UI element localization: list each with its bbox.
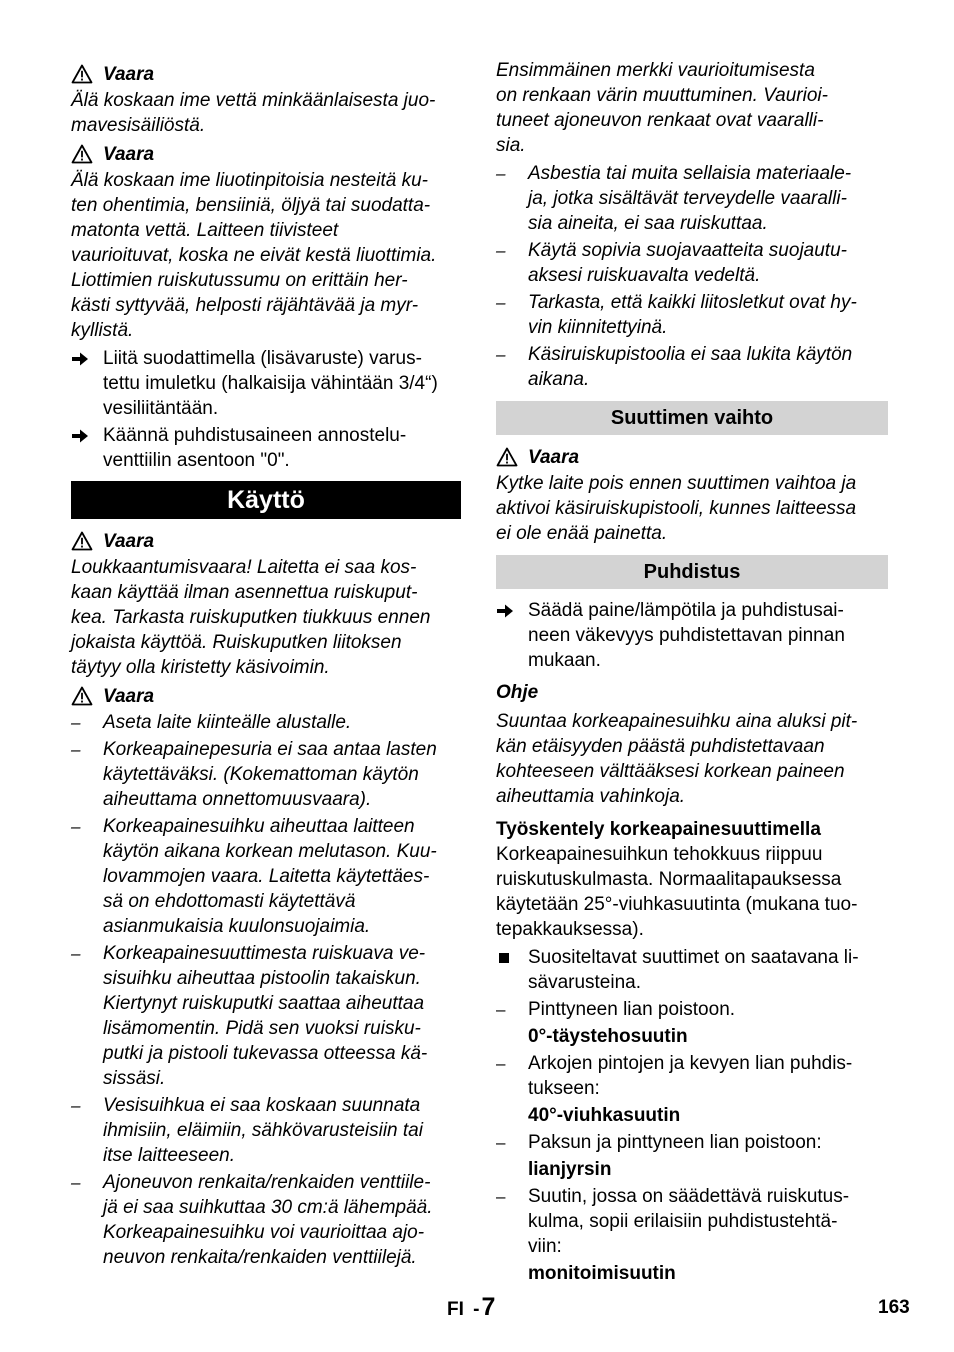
- text-line: kohteeseen välttääksesi korkean paineen: [496, 761, 845, 782]
- list-item: – Asbestia tai muita sellaisia materiaale- ja, jotka sisältävät terveydelle vaaralli- sia aineita, ei saa ruiskuttaa.: [496, 161, 888, 236]
- step-item: [71, 423, 461, 473]
- text-line: tukseen:: [528, 1078, 600, 1099]
- footer-chapter: [447, 1295, 495, 1322]
- text-line: Liitä suodattimella (lisävaruste) varus-: [103, 348, 422, 369]
- warning-label: Vaara: [103, 143, 155, 165]
- text-line: asianmukaisia kuulonsuojaimia.: [103, 916, 371, 937]
- warning-triangle-icon: [71, 686, 93, 706]
- text-line: ei ole enää painetta.: [496, 523, 668, 544]
- text-line: Älä koskaan ime vettä minkäänlaisesta juo-: [71, 90, 436, 111]
- warning-triangle-icon: [71, 531, 93, 551]
- footer-separator: -: [473, 1299, 480, 1320]
- footer-chapter-page: 7: [481, 1293, 496, 1321]
- text-line: Tarkasta, että kaikki liitosletkut ovat hy-: [528, 292, 857, 313]
- text-line: Korkeapainesuihku voi vaurioittaa ajo-: [103, 1222, 425, 1243]
- text-line: Korkeapainesuihku aiheuttaa laitteen: [103, 816, 415, 837]
- warning-label: Vaara: [528, 446, 580, 468]
- warning-heading: [71, 141, 461, 167]
- text-line: putki ja pistooli tukevassa otteessa kä-: [103, 1043, 428, 1064]
- text-line: viin:: [528, 1236, 562, 1257]
- warning-triangle-icon: [71, 144, 93, 164]
- page-number: 163: [878, 1297, 910, 1318]
- subsection-title: Puhdistus: [496, 555, 888, 589]
- warning-text: [496, 471, 888, 546]
- warning-text: [71, 88, 461, 138]
- text-line: sia aineita, ei saa ruiskuttaa.: [528, 213, 768, 234]
- text-line: kulma, sopii erilaisiin puhdistustehtä-: [528, 1211, 838, 1232]
- text-line: Pinttyneen lian poistoon.: [528, 999, 736, 1020]
- list-item: – Korkeapainesuuttimesta ruiskuava ve- sisuihku aiheuttaa pistoolin takaiskun. Kiertynyt ruiskuputki saattaa aiheuttaa lisämomentin. Pidä sen vuoksi ruisku- putki ja pistooli tukevassa otteessa kä- sissäsi.: [71, 941, 461, 1091]
- text-line: käytön aikana korkean melutason. Kuu-: [103, 841, 437, 862]
- note-label: Ohje: [496, 682, 539, 703]
- text-line: sia.: [496, 135, 526, 156]
- warning-text: [71, 168, 461, 343]
- text-line: Käsiruiskupistoolia ei saa lukita käytön: [528, 344, 853, 365]
- text-line: neuvon renkaita/renkaiden venttiilejä.: [103, 1247, 417, 1268]
- list-item: – Vesisuihkua ei saa koskaan suunnata ihmisiin, eläimiin, sähkövarusteisiin tai itse laitteeseen.: [71, 1093, 461, 1168]
- text-line: ten ohentimia, bensiiniä, öljyä tai suodatta-: [71, 195, 431, 216]
- text-line: Korkeapainesuuttimesta ruiskuava ve-: [103, 943, 426, 964]
- text-line: aikana.: [528, 369, 590, 390]
- subsection-title: Suuttimen vaihto: [496, 401, 888, 435]
- text-line: Korkeapainesuihkun tehokkuus riippuu: [496, 844, 823, 865]
- warning-label: Vaara: [103, 530, 155, 552]
- text-line: aiheuttama onnettomuusvaara).: [103, 789, 372, 810]
- text-line: Kytke laite pois ennen suuttimen vaihtoa ja: [496, 473, 857, 494]
- text-line: matonta vettä. Laitteen tiivisteet: [71, 220, 339, 241]
- list-item: – Käytä sopivia suojavaatteita suojautu- aksesi ruiskuavalta vedeltä.: [496, 238, 888, 288]
- warning-heading: [71, 683, 461, 709]
- text-line: mukaan.: [528, 650, 601, 671]
- subheading: Työskentely korkeapainesuuttimella: [496, 819, 821, 840]
- step-item: [71, 346, 461, 421]
- arrow-right-icon: [496, 598, 528, 673]
- text-line: lovammojen vaara. Laitetta käytettäes-: [103, 866, 430, 887]
- text-line: Liottimien ruiskutussumu on erittäin her-: [71, 270, 408, 291]
- square-bullet-icon: [499, 953, 509, 963]
- text-line: sissäsi.: [103, 1068, 166, 1089]
- warning-heading: [496, 444, 888, 470]
- text-line: täytyy olla kiristetty käsivoimin.: [71, 657, 330, 678]
- square-item: [496, 945, 888, 995]
- text-line: Korkeapainepesuria ei saa antaa lasten: [103, 739, 437, 760]
- list-item: – Aseta laite kiinteälle alustalle.: [71, 710, 461, 735]
- text-line: Asbestia tai muita sellaisia materiaale-: [528, 163, 852, 184]
- step-text: [103, 423, 461, 473]
- text-line: Suositeltavat suuttimet on saatavana li-: [528, 947, 859, 968]
- text-line: jä ei saa suihkuttaa 30 cm:ä lähempää.: [103, 1197, 433, 1218]
- text-line: vesiliitäntään.: [103, 398, 219, 419]
- text-line: aiheuttamia vahinkoja.: [496, 786, 686, 807]
- text-line: käytettäväksi. (Kokemattoman käytön: [103, 764, 419, 785]
- text-line: ihmisiin, eläimiin, sähkövarusteisiin tai: [103, 1120, 423, 1141]
- list-item: – Tarkasta, että kaikki liitosletkut ovat hy- vin kiinnitettyinä.: [496, 290, 888, 340]
- nozzle-item: – Pinttyneen lian poistoon.: [496, 997, 888, 1022]
- text-line: kaan käyttää ilman asennettua ruiskuput-: [71, 582, 418, 603]
- text-line: Vesisuihkua ei saa koskaan suunnata: [103, 1095, 421, 1116]
- nozzle-name: 40°-viuhkasuutin: [528, 1105, 681, 1126]
- text-line: sisuihku aiheuttaa pistoolin takaiskun.: [103, 968, 421, 989]
- text-line: sä on ehdottomasti käytettävä: [103, 891, 356, 912]
- text-line: vin kiinnitettyinä.: [528, 317, 668, 338]
- text-line: tuneet ajoneuvon renkaat ovat vaaralli-: [496, 110, 824, 131]
- text-line: itse laitteeseen.: [103, 1145, 236, 1166]
- text-line: on renkaan värin muuttuminen. Vaurioi-: [496, 85, 828, 106]
- text-line: kea. Tarkasta ruiskuputken tiukkuus ennen: [71, 607, 431, 628]
- text-line: mavesisäiliöstä.: [71, 115, 206, 136]
- text-line: ruiskutuskulmasta. Normaalitapauksessa: [496, 869, 842, 890]
- nozzle-name: 0°-täystehosuutin: [528, 1026, 688, 1047]
- text-line: Kiertynyt ruiskuputki saattaa aiheuttaa: [103, 993, 425, 1014]
- step-text: [528, 598, 888, 673]
- text-line: Arkojen pintojen ja kevyen lian puhdis-: [528, 1053, 853, 1074]
- arrow-right-icon: [71, 346, 103, 421]
- body-text: [496, 842, 888, 942]
- section-title: Käyttö: [71, 481, 461, 519]
- warning-heading: [71, 61, 461, 87]
- text-line: ja, jotka sisältävät terveydelle vaaralli-: [528, 188, 847, 209]
- list-item: – Käsiruiskupistoolia ei saa lukita käytön aikana.: [496, 342, 888, 392]
- text-line: Aseta laite kiinteälle alustalle.: [103, 712, 352, 733]
- text-line: aktivoi käsiruiskupistooli, kunnes laitteessa: [496, 498, 857, 519]
- text-line: Suutin, jossa on säädettävä ruiskutus-: [528, 1186, 850, 1207]
- text-line: sävarusteina.: [528, 972, 642, 993]
- warning-triangle-icon: [71, 64, 93, 84]
- text-line: jokaista käyttöä. Ruiskuputken liitoksen: [71, 632, 402, 653]
- arrow-right-icon: [71, 423, 103, 473]
- nozzle-name: monitoimisuutin: [528, 1263, 676, 1284]
- text-line: aksesi ruiskuavalta vedeltä.: [528, 265, 761, 286]
- text-line: kästi syttyvää, helposti räjähtävää ja myr-: [71, 295, 419, 316]
- list-item: – Korkeapainesuihku aiheuttaa laitteen käytön aikana korkean melutason. Kuu- lovammojen vaara. Laitetta käytettäes- sä on ehdottomasti käytettävä asianmukaisia kuulonsuojaimia.: [71, 814, 461, 939]
- text-line: käytetään 25°-viuhkasuutinta (mukana tuo-: [496, 894, 858, 915]
- nozzle-item: – Arkojen pintojen ja kevyen lian puhdis- tukseen:: [496, 1051, 888, 1101]
- warning-label: Vaara: [103, 685, 155, 707]
- warning-heading: [71, 528, 461, 554]
- nozzle-name: lianjyrsin: [528, 1159, 612, 1180]
- text-line: lisämomentin. Pidä sen vuoksi ruisku-: [103, 1018, 421, 1039]
- list-item: – Korkeapainepesuria ei saa antaa lasten käytettäväksi. (Kokemattoman käytön aiheuttama onnettomuusvaara).: [71, 737, 461, 812]
- text-line: Säädä paine/lämpötila ja puhdistusai-: [528, 600, 844, 621]
- text-line: Loukkaantumisvaara! Laitetta ei saa kos-: [71, 557, 417, 578]
- text-line: neen väkevyys puhdistettavan pinnan: [528, 625, 845, 646]
- text-line: Suuntaa korkeapainesuihku aina aluksi pit-: [496, 711, 858, 732]
- warning-label: Vaara: [103, 63, 155, 85]
- text-line: Käännä puhdistusaineen annostelu-: [103, 425, 407, 446]
- footer-lang: FI: [447, 1299, 464, 1320]
- text-line: kyllistä.: [71, 320, 134, 341]
- step-text: [103, 346, 461, 421]
- left-column: [71, 58, 461, 1272]
- text-line: kän etäisyyden päästä puhdistettavaan: [496, 736, 825, 757]
- warning-triangle-icon: [496, 447, 518, 467]
- nozzle-item: – Suutin, jossa on säädettävä ruiskutus- kulma, sopii erilaisiin puhdistustehtä- viin:: [496, 1184, 888, 1259]
- warning-text: [71, 555, 461, 680]
- text-line: Paksun ja pinttyneen lian poistoon:: [528, 1132, 822, 1153]
- step-item: [496, 598, 888, 673]
- text-line: Ajoneuvon renkaita/renkaiden venttiile-: [103, 1172, 431, 1193]
- text-line: tettu imuletku (halkaisija vähintään 3/4“): [103, 373, 438, 394]
- text-line: Ensimmäinen merkki vaurioitumisesta: [496, 60, 815, 81]
- right-column: [496, 58, 888, 1288]
- text-line: vaurioituvat, koska ne eivät kestä liuottimia.: [71, 245, 437, 266]
- nozzle-item: – Paksun ja pinttyneen lian poistoon:: [496, 1130, 888, 1155]
- text-line: tepakkauksessa).: [496, 919, 644, 940]
- note-text: [496, 709, 888, 809]
- list-item: – Ajoneuvon renkaita/renkaiden venttiile- jä ei saa suihkuttaa 30 cm:ä lähempää. Korkeapainesuihku voi vaurioittaa ajo- neuvon renkaita/renkaiden venttiilejä.: [71, 1170, 461, 1270]
- continued-text: [496, 58, 888, 158]
- text-line: venttiilin asentoon "0".: [103, 450, 290, 471]
- text-line: Käytä sopivia suojavaatteita suojautu-: [528, 240, 847, 261]
- text-line: Älä koskaan ime liuotinpitoisia nesteitä ku-: [71, 170, 428, 191]
